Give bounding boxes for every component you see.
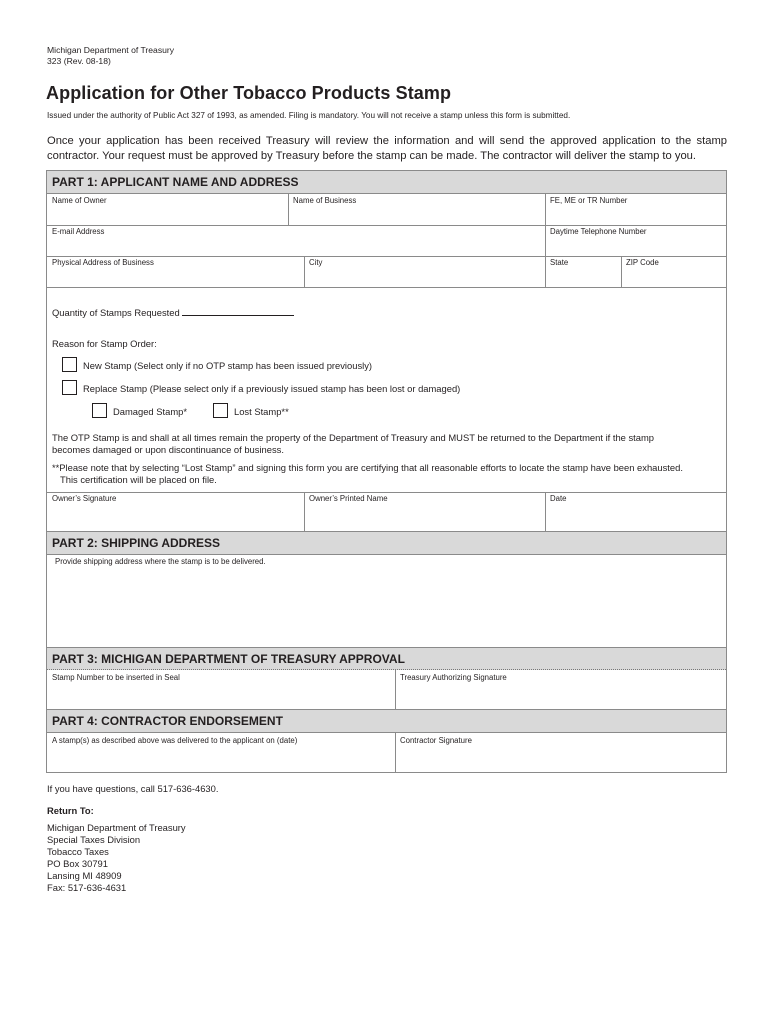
divider xyxy=(395,733,396,773)
new-stamp-label: New Stamp (Select only if no OTP stamp has been issued previously) xyxy=(83,360,373,371)
divider xyxy=(621,256,622,287)
lost-notice-line2: This certification will be placed on file. xyxy=(60,474,217,485)
lost-stamp-checkbox[interactable] xyxy=(213,403,228,418)
divider xyxy=(304,492,305,531)
return-address xyxy=(47,822,186,894)
lost-stamp-label: Lost Stamp** xyxy=(234,406,289,417)
address-line: PO Box 30791 xyxy=(47,858,108,869)
replace-stamp-checkbox[interactable] xyxy=(62,380,77,395)
quantity-label: Quantity of Stamps Requested xyxy=(52,307,180,318)
part3-heading: PART 3: MICHIGAN DEPARTMENT OF TREASURY APPROVAL xyxy=(47,648,726,670)
divider xyxy=(545,492,546,531)
name-of-business-label: Name of Business xyxy=(293,196,357,205)
owner-printed-name-label: Owner’s Printed Name xyxy=(309,494,388,503)
physical-address-label: Physical Address of Business xyxy=(52,258,154,267)
state-label: State xyxy=(550,258,569,267)
part4-heading: PART 4: CONTRACTOR ENDORSEMENT xyxy=(47,710,726,733)
part2-heading: PART 2: SHIPPING ADDRESS xyxy=(47,532,726,555)
treasury-signature-label: Treasury Authorizing Signature xyxy=(400,673,507,682)
damaged-stamp-label: Damaged Stamp* xyxy=(113,406,187,417)
address-line: Fax: 517-636-4631 xyxy=(47,882,127,893)
contractor-signature-label: Contractor Signature xyxy=(400,736,472,745)
quantity-row xyxy=(52,307,294,319)
city-label: City xyxy=(309,258,323,267)
name-of-owner-label: Name of Owner xyxy=(52,196,107,205)
owner-signature-label: Owner’s Signature xyxy=(52,494,117,503)
fein-label: FE, ME or TR Number xyxy=(550,196,628,205)
agency-name: Michigan Department of Treasury xyxy=(47,45,175,55)
property-notice-line2: becomes damaged or upon discontinuance of business. xyxy=(52,444,284,455)
replace-stamp-label: Replace Stamp (Please select only if a previously issued stamp has been lost or damaged) xyxy=(83,383,461,394)
page-title: Application for Other Tobacco Products Stamp xyxy=(46,83,452,103)
phone-label: Daytime Telephone Number xyxy=(550,227,647,236)
authority-notice: Issued under the authority of Public Act 327 of 1993, as amended. Filing is mandatory. You will not receive a stamp unless this form is submitted. xyxy=(47,111,571,120)
property-notice-line1: The OTP Stamp is and shall at all times remain the property of the Department of Treasury and MUST be returned to the Department if the stamp xyxy=(52,432,655,443)
lost-notice-line1: **Please note that by selecting “Lost Stamp” and signing this form you are certifying that all reasonable efforts to locate the stamp have been exhausted. xyxy=(52,462,683,473)
zip-label: ZIP Code xyxy=(626,258,659,267)
address-line: Michigan Department of Treasury xyxy=(47,822,186,833)
address-line: Special Taxes Division xyxy=(47,834,141,845)
divider xyxy=(47,492,726,493)
return-to-label: Return To: xyxy=(47,805,94,816)
application-form xyxy=(46,170,727,773)
divider xyxy=(288,194,289,225)
stamp-number-label: Stamp Number to be inserted in Seal xyxy=(52,673,180,682)
form-number: 323 (Rev. 08-18) xyxy=(47,56,111,66)
quantity-input[interactable] xyxy=(182,307,294,316)
form-header-agency xyxy=(47,45,174,67)
divider xyxy=(47,225,726,226)
email-label: E-mail Address xyxy=(52,227,105,236)
damaged-stamp-checkbox[interactable] xyxy=(92,403,107,418)
questions-note: If you have questions, call 517-636-4630. xyxy=(47,783,219,794)
part1-heading: PART 1: APPLICANT NAME AND ADDRESS xyxy=(47,171,726,194)
new-stamp-checkbox[interactable] xyxy=(62,357,77,372)
address-line: Lansing MI 48909 xyxy=(47,870,122,881)
delivered-date-label: A stamp(s) as described above was delivered to the applicant on (date) xyxy=(52,736,298,745)
divider xyxy=(47,287,726,288)
divider xyxy=(395,670,396,709)
divider xyxy=(545,194,546,287)
divider xyxy=(47,256,726,257)
reason-label: Reason for Stamp Order: xyxy=(52,338,157,349)
address-line: Tobacco Taxes xyxy=(47,846,109,857)
divider xyxy=(304,256,305,287)
intro-paragraph: Once your application has been received Treasury will review the information and will send the approved application to the stamp contractor. Your request must be approved by Treasury before the stamp can be made. The contractor will deliver the stamp to you. xyxy=(47,135,727,162)
date-label: Date xyxy=(550,494,567,503)
shipping-instruction: Provide shipping address where the stamp is to be delivered. xyxy=(55,557,266,566)
